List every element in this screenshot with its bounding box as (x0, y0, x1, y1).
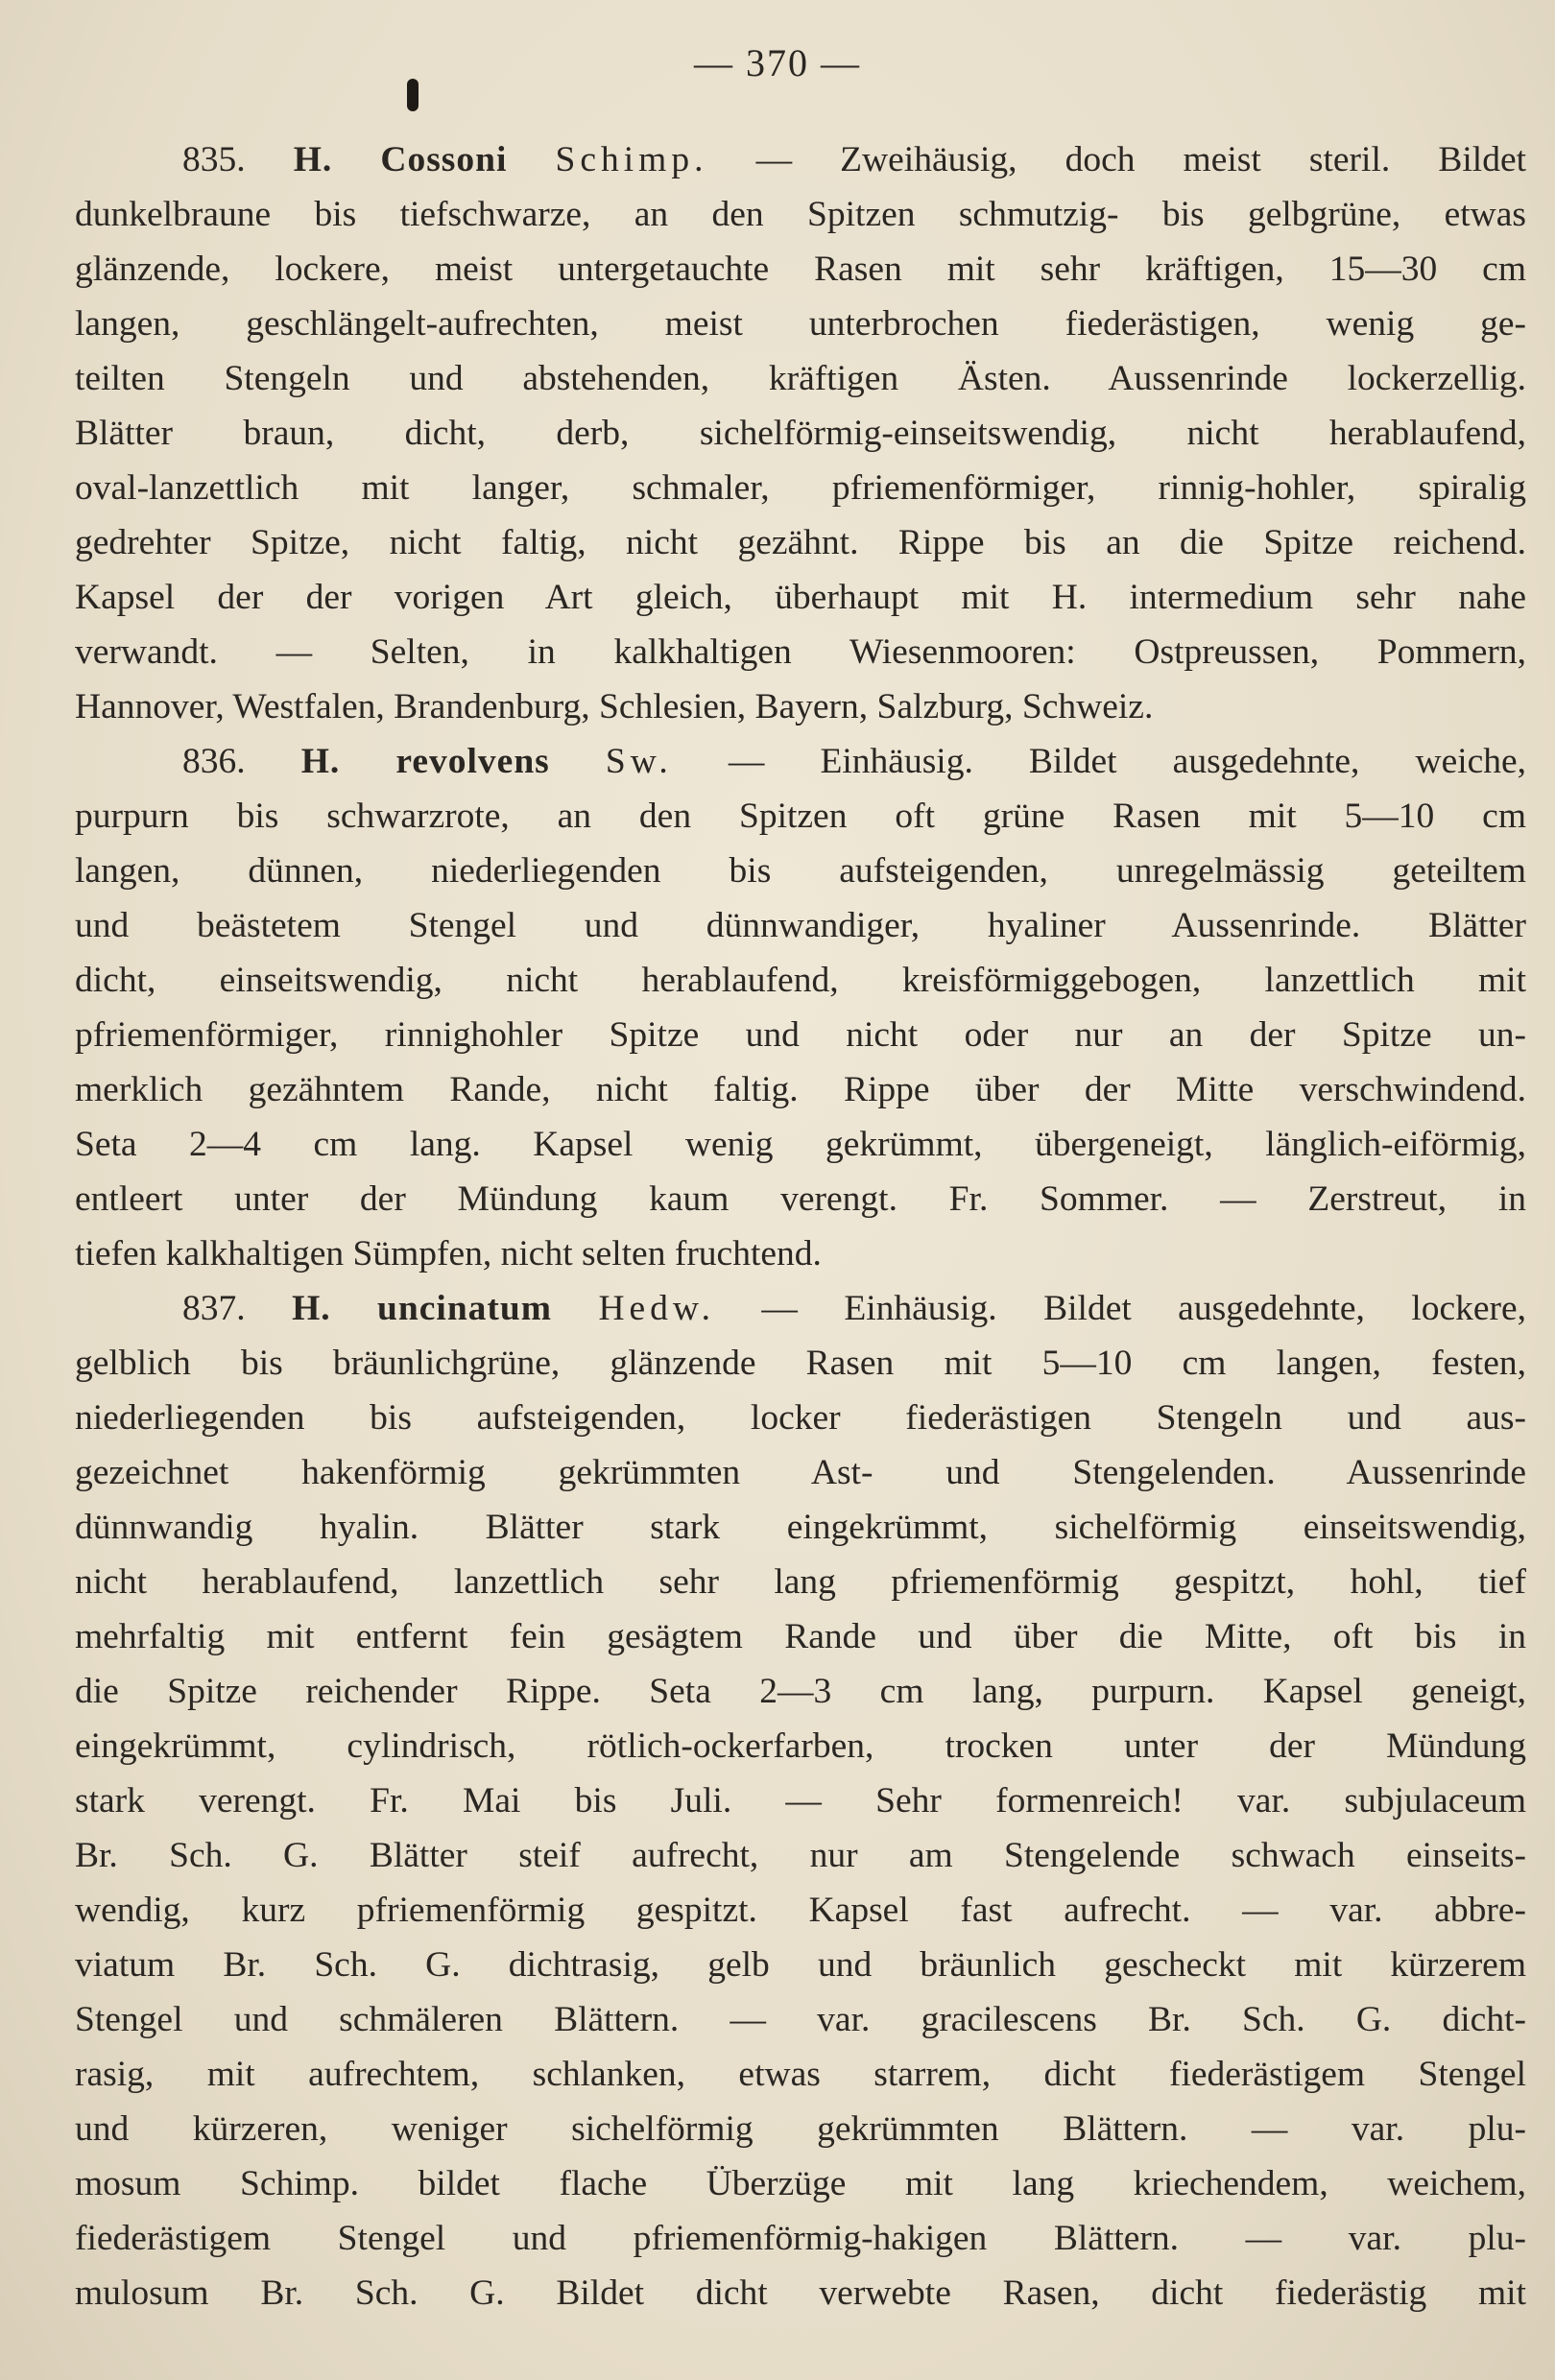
entry-835 (75, 132, 1526, 734)
genus-abbrev: H. (293, 140, 333, 179)
text-line: niederliegenden bis aufsteigenden, locker fiederästigen Stengeln und aus- (75, 1398, 1526, 1438)
species-author: Schimp. (555, 140, 708, 179)
text-line: gelblich bis bräunlichgrüne, glänzende Rasen mit 5—10 cm langen, festen, (75, 1344, 1526, 1383)
page-number: — 370 — (694, 41, 861, 84)
genus-abbrev: H. (292, 1289, 331, 1328)
text-line: dunkelbraune bis tiefschwarze, an den Spitzen schmutzig- bis gelbgrüne, etwas (75, 195, 1526, 234)
entry-number: 836. (182, 742, 246, 781)
text-line: langen, geschlängelt-aufrechten, meist unterbrochen fiederästigen, wenig ge- (75, 304, 1526, 344)
text-line: nicht herablaufend, lanzettlich sehr lang pfriemenförmig gespitzt, hohl, tief (75, 1562, 1526, 1602)
text-line: teilten Stengeln und abstehenden, kräftigen Ästen. Aussenrinde lockerzellig. (75, 359, 1526, 398)
text-line: — Einhäusig. Bildet ausgedehnte, weiche, (728, 742, 1526, 781)
text-line: eingekrümmt, cylindrisch, rötlich-ockerfarben, trocken unter der Mündung (75, 1726, 1526, 1766)
text-line: dicht, einseitswendig, nicht herablaufend, kreisförmiggebogen, lanzettlich mit (75, 961, 1526, 1000)
text-line: Br. Sch. G. Blätter steif aufrecht, nur am Stengelende schwach einseits- (75, 1836, 1526, 1875)
text-line: dünnwandig hyalin. Blätter stark eingekrümmt, sichelförmig einseitswendig, (75, 1508, 1526, 1547)
entry-heading-line (75, 734, 1526, 789)
species-name: uncinatum (377, 1289, 553, 1328)
page-body (75, 132, 1526, 2320)
text-line: pfriemenförmiger, rinnighohler Spitze und nicht oder nur an der Spitze un- (75, 1015, 1526, 1055)
text-line: — Einhäusig. Bildet ausgedehnte, lockere, (761, 1289, 1526, 1328)
text-line: viatum Br. Sch. G. dichtrasig, gelb und bräunlich gescheckt mit kürzerem (75, 1945, 1526, 1985)
text-line: mulosum Br. Sch. G. Bildet dicht verwebte Rasen, dicht fiederästig mit (75, 2273, 1526, 2313)
entry-number: 835. (182, 140, 246, 179)
text-line: stark verengt. Fr. Mai bis Juli. — Sehr formenreich! var. subjulaceum (75, 1781, 1526, 1821)
entry-heading-line (75, 1281, 1526, 1336)
species-author: Hedw. (598, 1289, 715, 1328)
text-line: mehrfaltig mit entfernt fein gesägtem Rande und über die Mitte, oft bis in (75, 1617, 1526, 1656)
text-line: verwandt. — Selten, in kalkhaltigen Wiesenmooren: Ostpreussen, Pommern, (75, 632, 1526, 672)
text-line: glänzende, lockere, meist untergetauchte Rasen mit sehr kräftigen, 15—30 cm (75, 250, 1526, 289)
text-line: Stengel und schmäleren Blättern. — var. gracilescens Br. Sch. G. dicht- (75, 2000, 1526, 2039)
text-line: und beästetem Stengel und dünnwandiger, hyaliner Aussenrinde. Blätter (75, 906, 1526, 945)
entry-836 (75, 734, 1526, 1281)
species-name: revolvens (395, 742, 550, 781)
species-name: Cossoni (380, 140, 508, 179)
text-line: mosum Schimp. bildet flache Überzüge mit lang kriechendem, weichem, (75, 2164, 1526, 2203)
text-line: entleert unter der Mündung kaum verengt. Fr. Sommer. — Zerstreut, in (75, 1179, 1526, 1219)
text-line: Kapsel der der vorigen Art gleich, überhaupt mit H. intermedium sehr nahe (75, 578, 1526, 617)
text-line: die Spitze reichender Rippe. Seta 2—3 cm lang, purpurn. Kapsel geneigt, (75, 1672, 1526, 1711)
text-line: Blätter braun, dicht, derb, sichelförmig-einseitswendig, nicht herablaufend, (75, 414, 1526, 453)
entry-heading-line (75, 132, 1526, 187)
text-line: Hannover, Westfalen, Brandenburg, Schlesien, Bayern, Salzburg, Schweiz. (75, 687, 1154, 726)
text-line: Seta 2—4 cm lang. Kapsel wenig gekrümmt, übergeneigt, länglich-eiförmig, (75, 1125, 1526, 1164)
ink-blot (407, 79, 419, 111)
entry-number: 837. (182, 1289, 246, 1328)
genus-abbrev: H. (300, 742, 341, 781)
text-line: wendig, kurz pfriemenförmig gespitzt. Kapsel fast aufrecht. — var. abbre- (75, 1891, 1526, 1930)
text-line: gedrehter Spitze, nicht faltig, nicht gezähnt. Rippe bis an die Spitze reichend. (75, 523, 1526, 562)
text-line: oval-lanzettlich mit langer, schmaler, pfriemenförmiger, rinnig-hohler, spiralig (75, 468, 1526, 508)
species-author: Sw. (605, 742, 673, 781)
text-line: fiederästigem Stengel und pfriemenförmig-hakigen Blättern. — var. plu- (75, 2219, 1526, 2258)
text-line: rasig, mit aufrechtem, schlanken, etwas starrem, dicht fiederästigem Stengel (75, 2055, 1526, 2094)
text-line: gezeichnet hakenförmig gekrümmten Ast- und Stengelenden. Aussenrinde (75, 1453, 1526, 1492)
text-line: — Zweihäusig, doch meist steril. Bildet (755, 140, 1526, 179)
text-line: langen, dünnen, niederliegenden bis aufsteigenden, unregelmässig geteiltem (75, 851, 1526, 891)
text-line: merklich gezähntem Rande, nicht faltig. Rippe über der Mitte verschwindend. (75, 1070, 1526, 1109)
entry-837 (75, 1281, 1526, 2320)
text-line: tiefen kalkhaltigen Sümpfen, nicht selten fruchtend. (75, 1234, 822, 1273)
text-line: und kürzeren, weniger sichelförmig gekrümmten Blättern. — var. plu- (75, 2109, 1526, 2149)
text-line: purpurn bis schwarzrote, an den Spitzen oft grüne Rasen mit 5—10 cm (75, 797, 1526, 836)
